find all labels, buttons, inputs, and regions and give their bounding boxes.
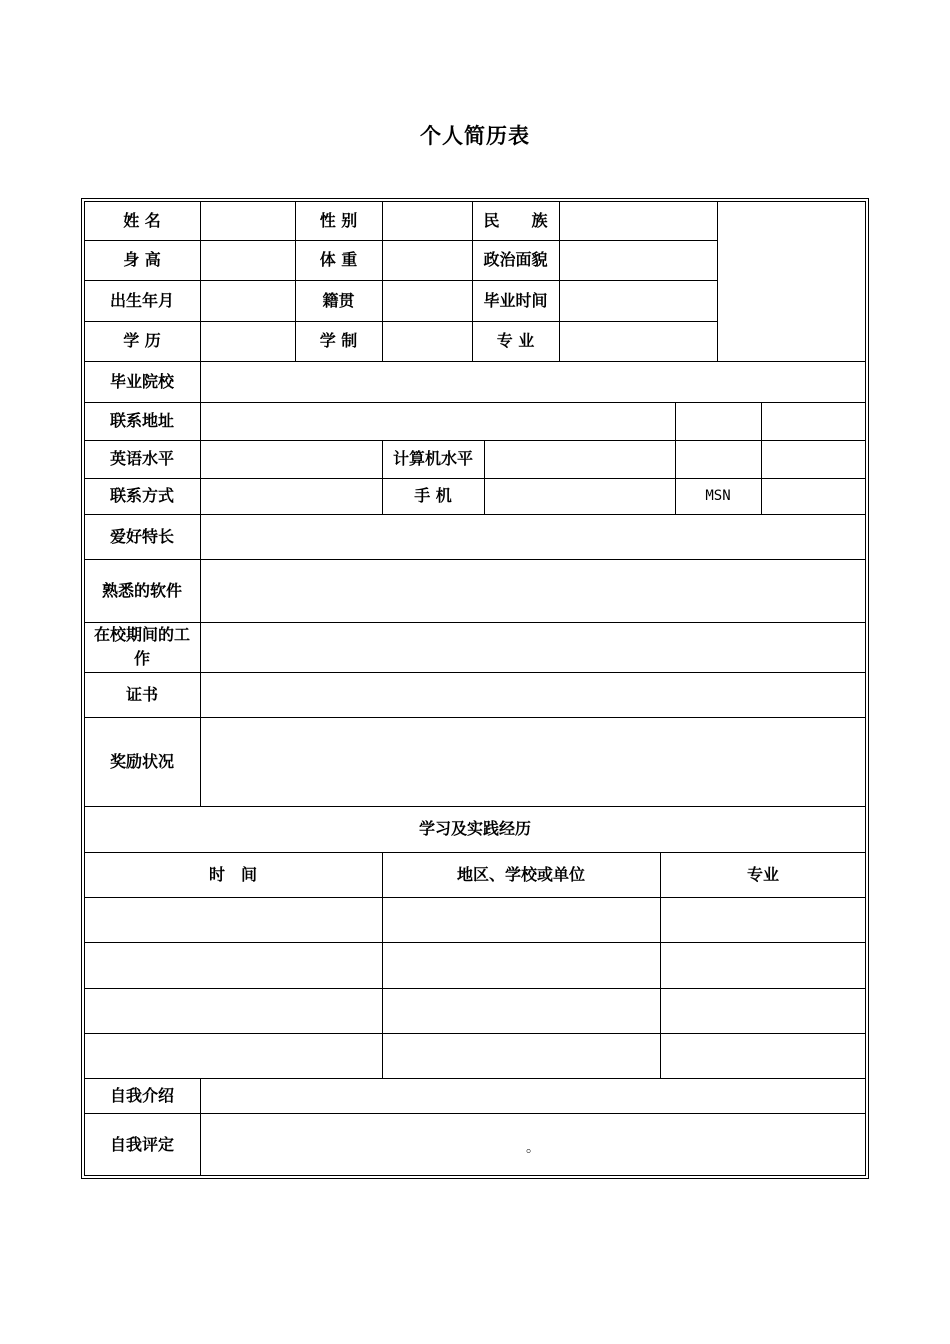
row-line <box>84 897 866 898</box>
photo-area <box>718 202 865 361</box>
ethnicity-label: 民 族 <box>483 210 548 230</box>
hobbies-label: 爱好特长 <box>109 526 174 546</box>
certificates-label: 证书 <box>125 684 158 704</box>
self-introduction-label: 自我介绍 <box>109 1085 174 1105</box>
row-line <box>84 1113 866 1114</box>
gender-label: 性 别 <box>319 210 358 230</box>
row-line <box>84 717 866 718</box>
school-label: 毕业院校 <box>109 371 174 391</box>
experience-col-school: 地区、学校或单位 <box>456 864 585 884</box>
mobile-label: 手 机 <box>414 486 452 505</box>
self-evaluation-label: 自我评定 <box>109 1134 174 1154</box>
row-line <box>84 622 866 623</box>
experience-col-time: 时 间 <box>208 864 257 884</box>
major-label: 专 业 <box>496 331 535 350</box>
height-label: 身 高 <box>123 250 161 269</box>
row-line <box>84 1078 866 1079</box>
msn-label: MSN <box>705 488 731 504</box>
row-line <box>84 559 866 560</box>
english-level-label: 英语水平 <box>109 449 174 468</box>
awards-label: 奖励状况 <box>109 751 174 771</box>
contact-method-label: 联系方式 <box>109 486 174 505</box>
col-line <box>559 201 560 362</box>
row-line <box>84 1033 866 1034</box>
self-evaluation-value: 。 <box>526 1140 540 1156</box>
weight-label: 体 重 <box>319 250 358 269</box>
row-line <box>84 672 866 673</box>
col-line <box>382 201 383 362</box>
birth-label: 出生年月 <box>109 290 174 310</box>
experience-col-major: 专业 <box>746 864 779 884</box>
computer-level-label: 计算机水平 <box>392 449 473 468</box>
experience-heading: 学习及实践经历 <box>418 819 531 838</box>
row-line <box>84 988 866 989</box>
row-line <box>84 514 866 515</box>
education-label: 学 历 <box>123 331 161 350</box>
name-label: 姓 名 <box>123 210 161 230</box>
campus-work-label: 在校期间的工作 <box>93 625 190 668</box>
schooling-years-label: 学 制 <box>319 331 358 350</box>
col-line <box>761 402 762 515</box>
row-line <box>84 361 866 362</box>
page-title: 个人简历表 <box>420 123 530 148</box>
col-line <box>484 440 485 515</box>
row-line <box>84 942 866 943</box>
graduation-time-label: 毕业时间 <box>483 290 548 310</box>
address-label: 联系地址 <box>109 411 174 430</box>
native-place-label: 籍贯 <box>322 290 355 310</box>
political-status-label: 政治面貌 <box>483 250 548 269</box>
row-line <box>84 402 866 403</box>
software-label: 熟悉的软件 <box>101 580 182 600</box>
col-line <box>200 201 201 807</box>
inner-border-right <box>865 201 866 1176</box>
